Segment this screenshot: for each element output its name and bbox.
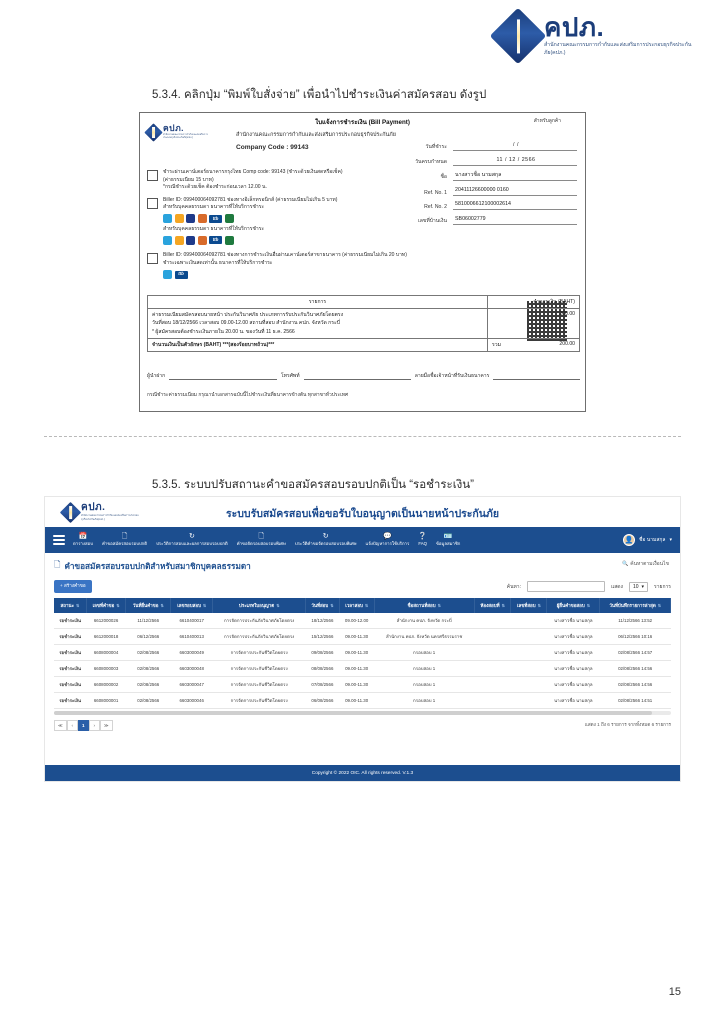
bill-signature-row [147,371,580,380]
bank-icon-bbl [225,214,234,223]
cell-room-no [474,613,511,629]
col-description: รายการ [148,296,488,309]
bill-title [140,117,585,127]
cell-request-no: 6612000026 [86,613,126,629]
hamburger-menu-icon[interactable] [53,533,65,547]
cell-request-date: 06/12/2566 [126,629,171,645]
bank-icon-krungthai [163,214,172,223]
cell-room-no [474,693,511,709]
cell-request-date: 02/08/2566 [126,645,171,661]
bank-icon-ttb: ttb [175,271,188,279]
signature-officer [415,371,580,380]
chat-icon: 💬 [383,533,392,541]
payment-channel-counter[interactable] [147,169,409,192]
cell-status[interactable]: รอชำระเงิน [54,629,86,645]
show-entries-suffix: รายการ [654,583,671,590]
cell-round-no: 6603000049 [171,645,213,661]
field-label: เลขที่บ้านเงิน [418,217,447,224]
bank-icon-krungthai [163,236,172,245]
pager-last[interactable]: ≫ [100,720,113,731]
cell-status[interactable]: รอชำระเงิน [54,645,86,661]
app-logo-subtitle: สำนักงานคณะกรรมการกำกับและส่งเสริมการประกอบธุรกิจประกันภัย(คปภ.) [81,514,139,521]
cell-exam-date: 07/08/2566 [306,677,340,693]
pager-page-1[interactable]: 1 [78,720,89,731]
desc-line: ค่าธรรมเนียมสมัครสอบนายหน้า ประกันวินาศภัย ประเภทการรับประกันวินาศภัยโดยตรง [152,312,344,318]
cell-exam-place: กรอบสอบ 1 [374,645,474,661]
field-row [401,142,577,151]
cell-exam-place: สำนักงาน คปภ. จังหวัด กระบี่ [374,613,474,629]
table-row [54,693,671,709]
horizontal-scrollbar[interactable] [54,711,671,715]
cell-license-type: การจัดการประกันชีวิตโดยตรง [213,677,306,693]
history-icon: ↻ [188,533,195,541]
calendar-icon: 📅 [78,533,88,541]
bill-title-th: ใบแจ้งการชำระเงิน [315,119,367,126]
item-amount: 200.00 [488,309,580,339]
oic-logo-subtitle: สำนักงานคณะกรรมการกำกับและส่งเสริมการประกอบธุรกิจประกันภัย(คปภ.) [544,42,692,56]
table-row [54,677,671,693]
cell-exam-date: 15/12/2566 [306,629,340,645]
table-header-row [54,598,671,613]
pagination [54,720,113,731]
search-icon: 🔍 [622,561,629,567]
cell-exam-time: 09.00-11.30 [339,645,374,661]
bank-icon-krungthai [163,270,172,279]
signature-phone [281,371,411,380]
app-header [45,497,680,527]
table-row [54,629,671,645]
item-description [148,309,488,339]
payment-channel-cash-counter[interactable] [147,252,409,281]
page-divider [44,436,681,437]
company-code-label: Company Code : [236,144,289,151]
channel-line: ชำระเฉพาะเงินสดเท่านั้น ธนาคารที่ให้บริการชำระ [163,259,273,266]
bill-payment-slip [139,112,586,412]
section-heading-535: 5.3.5. ระบบปรับสถานะคำขอสมัครสอบรอบปกติเป็น “รอชำระเงิน” [152,479,474,491]
user-name: ชื่อ นามสกุล [639,537,666,543]
page-size-value: 10 [632,583,639,590]
cell-last-updated: 02/08/2566 14:56 [600,661,671,677]
total-label: จำนวนเงินเป็นตัวอักษร (BAHT) ***(สองร้อยบาทถ้วน)*** [148,339,488,352]
cell-room-no [474,629,511,645]
field-value-pay-date: / / [453,142,577,151]
cell-applicant: นางสาวชื่อ นามสกุล [547,629,600,645]
filter-input[interactable] [527,581,605,592]
bank-icon-krungsri [175,214,184,223]
col-round-no[interactable]: เลขรอบสอบ ⇅ [171,598,213,613]
col-amount: จำนวนเงิน (BAHT) [488,296,580,309]
nav-report-issue[interactable] [366,533,410,546]
app-content [45,553,680,731]
cell-request-no: 6608000002 [86,677,126,693]
cell-request-no: 6608000004 [86,645,126,661]
cell-exam-date: 18/12/2566 [306,613,340,629]
cell-request-no: 6608000003 [86,661,126,677]
nav-label: ข้อมูลสมาชิก [435,541,461,547]
signature-depositor [147,371,277,380]
field-row [401,157,577,166]
create-request-button[interactable]: + สร้างคำขอ [54,580,92,593]
nav-label: ประวัติการสอบและผลการสอบรอบปกติ [156,541,228,547]
bank-icon-scb [186,236,195,245]
bill-company-code [236,144,309,151]
web-application-screenshot [44,496,681,782]
section-heading-534: 5.3.4. คลิกปุ่ม “พิมพ์ใบสั่งจ่าย” เพื่อนำไปชำระเงินค่าสมัครสอบ ดังรูป [152,89,487,101]
oic-logo-header [498,14,696,57]
field-row [401,216,577,225]
cell-exam-time: 09.00-11.30 [339,629,374,645]
cell-room-no [474,677,511,693]
col-license-type[interactable]: ประเภทใบอนุญาต ⇅ [213,598,306,613]
col-exam-date[interactable]: วันที่สอบ ⇅ [306,598,340,613]
question-icon: ❔ [418,533,427,541]
cell-request-date: 11/12/2566 [126,613,171,629]
field-label: Ref. No. 2 [424,204,447,210]
signature-label: ผู้นำฝาก [147,373,166,379]
cell-exam-time: 09.00-11.30 [339,661,374,677]
col-exam-place[interactable]: ชื่อสถานที่สอบ ⇅ [374,598,474,613]
cell-license-type: การจัดการประกันภัยวินาศภัยโดยตรง [213,613,306,629]
cell-applicant: นางสาวชื่อ นามสกุล [547,661,600,677]
table-row [54,613,671,629]
field-label: Ref. No. 1 [424,189,447,196]
bank-icon-krungsri [175,236,184,245]
col-room-no[interactable]: ห้องสอบที่ ⇅ [474,598,511,613]
cell-exam-place: กรอบสอบ 1 [374,661,474,677]
cell-exam-date: 06/08/2566 [306,693,340,709]
field-label: วันที่ชำระ [425,144,447,150]
bill-items-table [147,295,580,352]
col-request-date[interactable]: วันที่ยื่นคำขอ ⇅ [126,598,171,613]
bill-for-customer-label: สำหรับลูกค้า [533,118,561,124]
copyright-text: Copyright © 2022 OIC. All rights reserved. V.1.3 [311,770,414,776]
col-seat-no[interactable]: เลขที่สอบ ⇅ [511,598,547,613]
col-exam-time[interactable]: เวลาสอบ ⇅ [339,598,374,613]
cell-exam-place: กรอบสอบ 1 [374,677,474,693]
field-value-due-date: 11 / 12 / 2566 [453,157,577,166]
cell-seat-no [511,677,547,693]
signature-line [304,371,411,380]
cell-round-no: 6610400013 [171,629,213,645]
cell-room-no [474,661,511,677]
cell-last-updated: 06/12/2566 10:16 [600,629,671,645]
field-value-account: SB06002779 [453,216,577,225]
cell-request-date: 02/08/2566 [126,693,171,709]
channel-line: สำหรับบุคคลธรรมดา ธนาคารที่ให้บริการชำระ [163,225,265,232]
bill-logo-subtitle: สำนักงานคณะกรรมการกำกับและส่งเสริมการประกอบธุรกิจประกันภัย(คปภ.) [163,133,208,139]
channel-line: *กรณีชำระด้วยเช็ค ต้องชำระก่อนเวลา 12.00 น. [163,184,267,191]
signature-line [169,371,277,380]
cell-status[interactable]: รอชำระเงิน [54,613,86,629]
pager-prev[interactable]: ‹ [67,720,78,731]
main-navigation-bar [45,527,680,553]
channel-line: (ค่าธรรมเนียม 15 บาท) [163,176,214,183]
field-row [401,171,577,181]
cell-exam-time: 09.00-12.00 [339,613,374,629]
filter-label: ค้นหา: [506,583,521,590]
checkbox-cash-counter[interactable] [147,253,158,264]
bill-footer-note: กรณีชำระค่าธรรมเนียม กรุณานำเอกสารฉบับนี้ไปชำระเงินที่ธนาคารข้างต้น ทุกสาขาทั่วประเทศ [147,393,349,398]
field-label: ชื่อ [440,174,447,180]
signature-label: ลายมือชื่อเจ้าหน้าที่รับเงินธนาคาร [414,373,490,379]
cell-exam-place: กรอบสอบ 1 [374,693,474,709]
cell-exam-date: 08/08/2566 [306,661,340,677]
bank-icon-ttb: ttb [209,236,222,244]
total-amount-cell [488,339,580,352]
field-row [401,187,577,196]
nav-label: ตารางสอบ [73,541,93,547]
table-row [54,661,671,677]
field-value-ref1: 20411126600000 0160 [453,187,577,196]
app-title: ระบบรับสมัครสอบเพื่อขอรับใบอนุญาตเป็นนายหน้าประกันภัย [225,508,500,520]
cell-request-no: 6608000001 [86,693,126,709]
cell-seat-no [511,693,547,709]
cell-license-type: การจัดการประกันชีวิตโดยตรง [213,661,306,677]
nav-faq[interactable] [418,533,427,546]
show-entries-label: แสดง [611,583,623,590]
cell-request-date: 02/08/2566 [126,661,171,677]
cell-round-no: 6603000047 [171,677,213,693]
cell-exam-time: 09.00-11.30 [339,677,374,693]
bill-payment-channels [147,169,409,287]
desc-line: วันที่สอบ 18/12/2566 เวลาสอบ 09.00-12.00 สถานที่สอบ สำนักงาน คปภ. จังหวัด กระบี่ [152,320,340,327]
app-logo-text: คปภ. [81,502,106,513]
total-amount: 200.00 [559,341,575,348]
nav-exam-schedule[interactable] [73,533,93,546]
cell-last-updated: 11/12/2566 13:52 [600,613,671,629]
cell-status[interactable]: รอชำระเงิน [54,661,86,677]
document-icon: 🗋 [258,533,265,541]
cell-license-type: การจัดการประกันชีวิตโดยตรง [213,693,306,709]
pagination-row [54,720,671,731]
col-last-updated[interactable]: วันที่บันทึกรายการล่าสุด ⇅ [600,598,671,613]
cell-round-no: 6603000046 [171,693,213,709]
advanced-search-link[interactable] [622,560,669,568]
cell-seat-no [511,645,547,661]
cell-seat-no [511,629,547,645]
bill-fields [401,142,577,230]
table-header-row [148,296,580,309]
pager-next[interactable]: › [89,720,100,731]
bank-icon-kbank [198,214,207,223]
document-icon: 🗋 [121,533,128,541]
cell-status[interactable]: รอชำระเงิน [54,677,86,693]
cell-last-updated: 02/08/2566 14:51 [600,693,671,709]
desc-line: * ผู้สมัครสอบต้องชำระเงินภายใน 20.00 น. ของวันที่ 11 ธ.ค. 2566 [152,328,295,335]
search-link-label: ค้นหาตามเงื่อนไข [630,561,669,567]
table-row-total [148,339,580,352]
nav-special-history[interactable] [295,533,357,546]
table-row-item [148,309,580,339]
bill-title-en: (Bill Payment) [368,119,410,126]
cell-request-no: 6612000018 [86,629,126,645]
bank-logos-row-2 [163,236,409,245]
nav-normal-application[interactable] [102,533,147,546]
nav-member-info[interactable] [436,533,460,546]
bank-icon-bbl [225,236,234,245]
page-number: 15 [668,986,681,998]
cell-status[interactable]: รอชำระเงิน [54,693,86,709]
id-card-icon: 🪪 [443,533,453,541]
total-word: รวม [492,342,501,349]
cell-license-type: การจัดการประกันชีวิตโดยตรง [213,645,306,661]
col-request-no[interactable]: เลขที่คำขอ ⇅ [86,598,126,613]
checkbox-electronic[interactable] [147,198,158,209]
field-value-ref2: 5810006612100002614 [453,201,577,210]
cell-round-no: 6603000048 [171,661,213,677]
field-label: วันครบกำหนด [415,158,447,165]
bank-icon-kbank [198,236,207,245]
nav-label: ประวัติคำขอจัดรอบสอบรอบพิเศษ [294,541,357,547]
bank-icon-scb [186,214,195,223]
chevron-down-icon: ▾ [641,583,645,590]
field-value-name: นางสาวชื่อ นามสกุล [453,171,577,181]
nav-normal-history[interactable] [156,533,228,546]
col-applicant[interactable]: ผู้ยื่นคำขอสอบ ⇅ [547,598,600,613]
applications-table [54,598,671,709]
table-body [54,613,671,709]
signature-line [493,371,580,380]
channel-line: สำหรับบุคคลธรรมดา ธนาคารที่ให้บริการชำระ [163,204,265,211]
cell-applicant: นางสาวชื่อ นามสกุล [547,645,600,661]
oic-logo-text: คปภ. [544,12,605,42]
nav-label: FAQ [418,541,427,547]
bill-organization: สำนักงานคณะกรรมการกำกับและส่งเสริมการประกอบธุรกิจประกันภัย [236,132,396,138]
chevron-down-icon: ▾ [669,537,672,543]
table-toolbar [54,580,671,593]
cell-exam-place: สำนักงาน คปภ. จังหวัด นครศรีธรรมราช [374,629,474,645]
bank-icon-ttb: ttb [209,215,222,223]
pagination-info: แสดง 1 ถึง 6 รายการ จากทั้งหมด 6 รายการ [584,722,671,727]
channel-line: ชำระผ่านเคาน์เตอร์ธนาคารกรุงไทย Comp code: 99143 (ชำระด้วยเงินสดหรือเช็ค) [163,169,343,175]
cell-last-updated: 02/08/2566 14:57 [600,645,671,661]
nav-items [73,533,623,546]
nav-label: คำขอจัดรอบสอบรอบพิเศษ [236,541,286,547]
signature-label: โทรศัพท์ [280,373,300,379]
channel-line: Biller ID: 099400064092781 ช่องทางการชำระเงินอื่นผ่านเคาน์เตอร์สาขาธนาคาร (ค่าธรรมเนียมไม่เกิน 20 บาท) [163,252,407,259]
page-size-select[interactable] [629,582,648,592]
cell-applicant: นางสาวชื่อ นามสกุล [547,677,600,693]
cell-exam-time: 09.00-11.30 [339,693,374,709]
cell-applicant: นางสาวชื่อ นามสกุล [547,693,600,709]
history-icon: ↻ [322,533,329,541]
cell-applicant: นางสาวชื่อ นามสกุล [547,613,600,629]
payment-channel-electronic[interactable] [147,197,409,248]
col-status[interactable]: สถานะ ⇅ [54,598,86,613]
user-menu[interactable] [623,534,672,546]
cell-last-updated: 02/08/2566 14:56 [600,677,671,693]
bank-logos-row [163,214,409,223]
field-row [401,201,577,210]
avatar: 👤 [623,534,635,546]
oic-diamond-icon [490,7,547,64]
app-footer [45,765,680,781]
cell-round-no: 6610400017 [171,613,213,629]
cell-seat-no [511,661,547,677]
cell-request-date: 02/08/2566 [126,677,171,693]
nav-label: คำขอสมัครสอบรอบปกติ [101,541,148,547]
company-code-value: 99143 [290,144,309,151]
document-icon: 🗋 [54,560,61,569]
cell-license-type: การจัดการประกันภัยวินาศภัยโดยตรง [213,629,306,645]
cell-room-no [474,645,511,661]
page-title: คำขอสมัครสอบรอบปกติสำหรับสมาชิกบุคคลธรรมดา [64,561,251,571]
pager-first[interactable]: ≪ [54,720,67,731]
channel-line: Biller ID: 099400064092781 ช่องทางอิเล็กทรอนิกส์ (ค่าธรรมเนียมไม่เกิน 5 บาท) [163,196,338,203]
nav-special-application[interactable] [237,533,286,546]
bank-logos-row-3 [163,270,409,279]
cell-seat-no [511,613,547,629]
checkbox-counter[interactable] [147,170,158,181]
cell-exam-date: 09/08/2566 [306,645,340,661]
page-title-row [54,559,671,573]
table-row [54,645,671,661]
bill-logo-text: คปภ. [163,123,185,133]
nav-label: แจ้งปัญหาการใช้บริการ [365,541,410,547]
